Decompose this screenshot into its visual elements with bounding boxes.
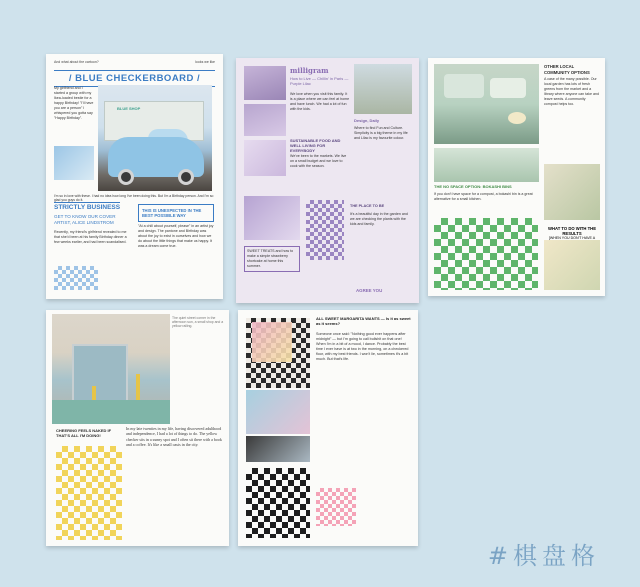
right-column — [544, 64, 600, 107]
body-text-c: We've been to the markets. We live on a small budget and we love to cook with the season. — [290, 154, 347, 168]
pink-checker-pattern — [316, 488, 356, 526]
middle-text: If you don't have space for a compost, a bokashi bin is a great alternative for a small kitchen. — [434, 192, 533, 201]
body-text: Someone once said: "Nothing good ever happens after midnight" — but I'm going to call bullshit on that one! When I'm in a bit of a mood, I dance. Probably the best time I ever have is at two in the morning, on a checkered floor, with my best friends. I won't lie, sometimes it's a bit much. But that's life. — [316, 332, 409, 362]
page-title: / BLUE CHECKERBOARD / — [54, 70, 215, 87]
lamp — [508, 112, 526, 124]
results-heading: WHAT TO DO WITH THE RESULTS [WHEN YOU DON'T HAVE A — [544, 226, 600, 244]
pull-quote: THIS IS UNEXPECTED IN THE BEST POSSIBLE WAY — [138, 204, 214, 222]
storefront-photo — [52, 314, 170, 424]
heading-c: SUSTAINABLE FOOD AND WELL LIVING FOR EVERYBODY — [290, 138, 341, 153]
cta-text: AGREE YOU — [356, 288, 383, 293]
heading: CHEERING FEELS NAKED IF THAT'S ALL I'M DOING! — [56, 428, 112, 438]
lilac-photo-2 — [244, 104, 286, 136]
page-yellow — [46, 310, 229, 546]
photo-caption: I'm so in love with these. I had no idea how long I've been doing this. But I'm a Birthday person. And I'm so glad you guys do it. — [54, 194, 214, 202]
topline-left: And what about the cartoon? — [54, 60, 99, 64]
page-title: milligram — [290, 66, 329, 75]
car-photo — [98, 85, 212, 191]
body-column-2: "At a chill about yourself, please" in an artist joy and design. The pantone and Birthday was about the joy to exist in ourselves and how we do about the little things that make us happy. It was a dream come true. — [138, 224, 214, 248]
yellow-checker-pattern — [56, 446, 122, 540]
right-text: A case of the many possible. Our local garden has lots of fresh greens from the market and a library where anyone can take and leave seeds. A community compost helps too. — [544, 77, 599, 106]
street-photo — [354, 64, 412, 114]
topline-right: looks we like — [195, 60, 215, 64]
pillow-2 — [490, 78, 526, 98]
street-sign-photo — [246, 436, 310, 462]
pastel-photo — [246, 390, 310, 434]
teal-ground — [52, 400, 170, 424]
heading: ALL SWEET MARGARITA WANTS — Is it as sweet as it seems? — [316, 316, 411, 326]
end-note: [WHEN YOU DON'T HAVE A — [548, 236, 596, 240]
pillow-1 — [444, 74, 484, 98]
right-heading: OTHER LOCAL COMMUNITY OPTIONS — [544, 64, 590, 75]
blue-checker-pattern — [54, 266, 98, 290]
purple-checker-pattern — [306, 200, 344, 260]
body-text: In my late twenties in my life, having discovered adulthood and independence, I had a lot of things to do. The yellow checker sits in a sunny spot and I often sit there with a book and a coffee. It's like a small oasis in the city. — [126, 426, 222, 448]
side-text: The quiet street corner in the afternoon sun, a small shop and a yellow railing. — [172, 316, 224, 328]
page-black-white — [238, 310, 418, 546]
body-column-1: Recently, my friend's girlfriend revealed to me that she'd been at his family Birthday dinner a few weeks earlier, and had been scandalised. — [54, 230, 127, 244]
room-photo — [544, 240, 600, 290]
green-heading: THE NO SPACE OPTION: BOKASHI BINS — [434, 184, 512, 189]
colourful-photo — [252, 322, 292, 362]
lilac-photo-3 — [244, 140, 286, 176]
section-heading: STRICTLY BUSINESS — [54, 204, 121, 211]
small-photo — [54, 146, 94, 180]
lilac-photo-1 — [244, 66, 286, 100]
hashtag-label: #棋盘格 — [487, 542, 600, 570]
bedding-photo — [434, 148, 539, 182]
green-checker-pattern — [434, 218, 538, 290]
info-box: SWEET TREATS and how to make a simple strawberry shortcake at home this summer. — [244, 246, 300, 272]
black-checker-bottom — [246, 468, 310, 538]
shop-sign: BLUE SHOP — [117, 106, 141, 111]
body-text-a: We love when you visit this family. It is a place where we can feel at home and have lunch. We had a lot of fun with the kids. — [290, 92, 350, 111]
page-subtitle: How to Live — Chillin' in Paris — Purple Lilac — [290, 76, 349, 86]
body-text-d: It's a beautiful day in the garden and we are checking the plants with the kids and family. — [350, 212, 408, 226]
kitchen-photo — [544, 164, 600, 220]
heading-b: Design, Daily — [354, 118, 380, 123]
page-blue-checkerboard — [46, 54, 223, 299]
heading-d: THE PLACE TO BE — [350, 204, 385, 208]
intro-text: My girlfriend and I started a group with my Ikea-loaded bestie for a happy Birthday! "I'll have you are a person" I whispered you gotta say "Happy Birthday". — [54, 86, 94, 120]
page-lilac — [236, 58, 419, 303]
lilac-photo-4 — [244, 196, 300, 240]
body-text-b: Where to find Fun and Culture. Simplicity is a big theme in my life and Lilac is my favourite colour. — [354, 126, 408, 140]
page-green — [428, 58, 605, 296]
section-subtitle: GET TO KNOW OUR COVER ARTIST, ALICE LINDSTROM — [54, 214, 116, 225]
glass-door — [72, 344, 128, 404]
bedroom-photo — [434, 64, 539, 144]
